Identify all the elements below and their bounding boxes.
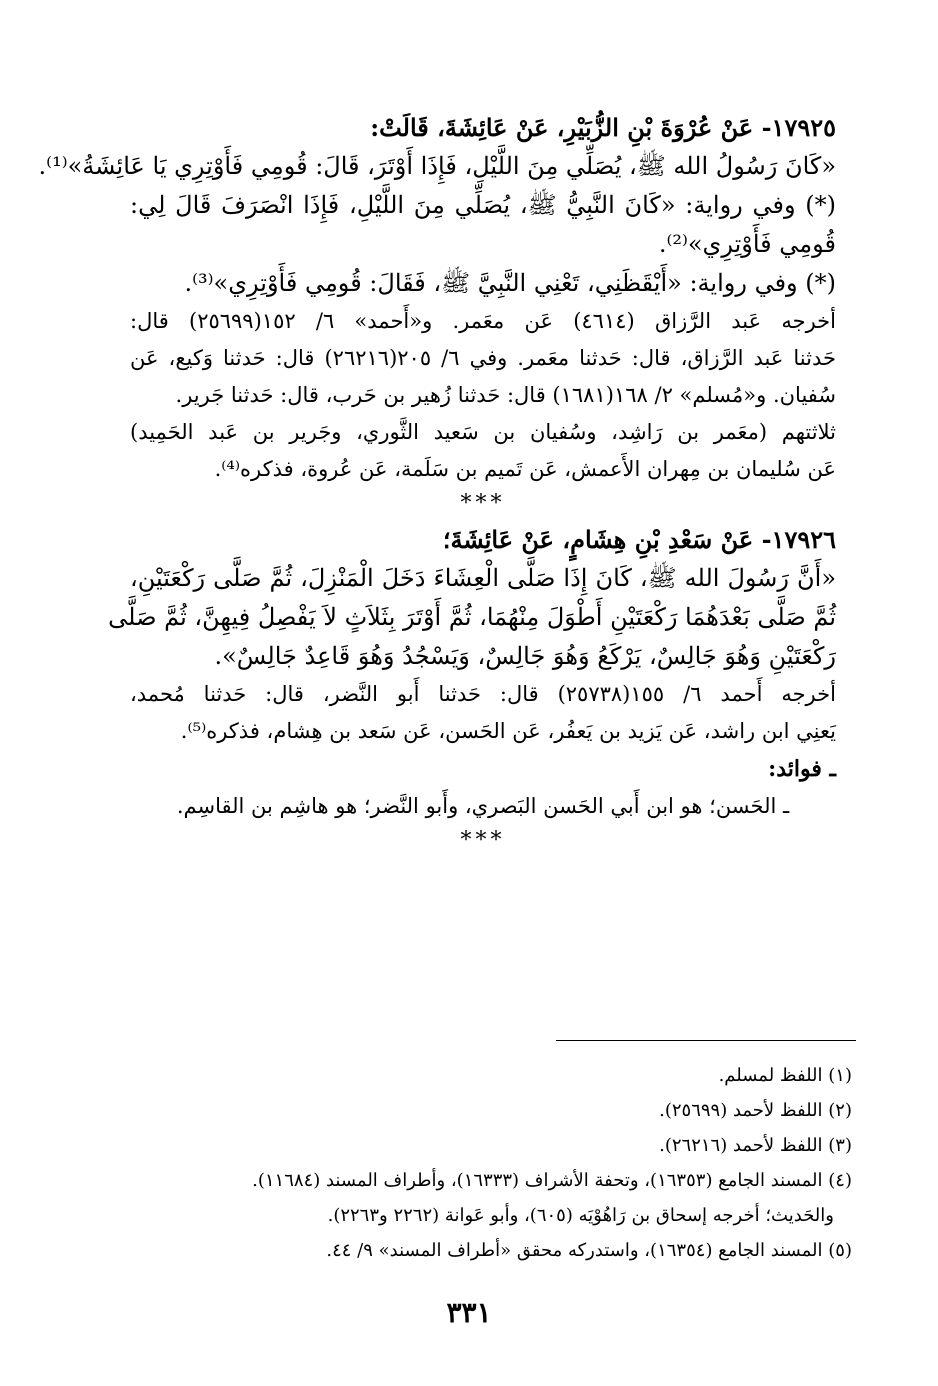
hadith-17925-heading: ١٧٩٢٥- عَنْ عُرْوَةَ بْنِ الزُّبَيْرِ، عَنْ عَائِشَةَ، قَالَتْ:	[370, 113, 836, 142]
footnote-3: (٣) اللفظ لأحمد (٢٦٢١٦).	[659, 1135, 852, 1156]
footnotes	[132, 1058, 852, 1268]
page-number: ٣٣١	[446, 1296, 492, 1329]
benefits-line: ـ الحَسن؛ هو ابن أَبي الحَسن البَصري، وأَبو النَّضر؛ هو هاشِم بن القاسِم.	[176, 794, 790, 818]
footnote-divider	[556, 1040, 856, 1041]
separator-stars: ***	[460, 828, 506, 853]
takhrij-line: يَعنِي ابن راشد، عَن يَزيد بن يَعفُر، عَن الحَسن، عَن سَعد بن هِشام، فذكره⁽⁵⁾.	[180, 719, 836, 743]
footnote-2: (٢) اللفظ لأحمد (٢٥٦٩٩).	[659, 1100, 852, 1121]
takhrij-line: ثلاثتهم (معَمر بن رَاشِد، وسُفيان بن سَعيد الثَّوري، وجَرير بن عَبد الحَمِيد)	[130, 420, 836, 444]
hadith-text-line: «أَنَّ رَسُولَ الله ﷺ، كَانَ إِذَا صَلَّى الْعِشَاءَ دَخَلَ الْمَنْزِلَ، ثُمَّ صَلَّى رَكْعَتَيْنِ،	[130, 564, 836, 592]
takhrij-line: حَدثنا عَبد الرَّزاق، قال: حَدثنا معَمر. وفي ٦/ ٢٠٥(٢٦٢١٦) قال: حَدثنا وَكيع، عَن	[130, 346, 836, 370]
takhrij-line: أخرجه أَحمد ٦/ ١٥٥(٢٥٧٣٨) قال: حَدثنا أَبو النَّضر، قال: حَدثنا مُحمد،	[130, 682, 836, 706]
footnote-1: (١) اللفظ لمسلم.	[718, 1065, 852, 1086]
takhrij-line: سُفيان. و«مُسلم» ٢/ ١٦٨(١٦٨١) قال: حَدثنا زُهير بن حَرب، قال: حَدثنا جَرير.	[175, 383, 836, 407]
separator-stars: ***	[460, 491, 506, 516]
benefits-title: ـ فوائد:	[768, 756, 836, 782]
footnote-4-continuation: والحَديث؛ أخرجه إسحاق بن رَاهُوْيَه (٦٠٥)، وأبو عَوانة (٢٢٦٢ و٢٢٦٣).	[327, 1205, 834, 1226]
hadith-text-line: رَكْعَتَيْنِ وَهُوَ جَالِسٌ، يَرْكَعُ وَهُوَ جَالِسٌ، وَيَسْجُدُ وَهُوَ قَاعِدٌ جَالِسٌ».	[214, 642, 836, 670]
hadith-text-line: «كَانَ رَسُولُ الله ﷺ، يُصَلِّي مِنَ اللَّيْلِ، فَإِذَا أَوْتَرَ، قَالَ: قُومِي فَأَوْتِرِي يَا عَائِشَةُ»⁽¹⁾.	[38, 152, 836, 180]
hadith-text-line: (*) وفي رواية: «كَانَ النَّبِيُّ ﷺ، يُصَلِّي مِنَ اللَّيْلِ، فَإِذَا انْصَرَفَ قَالَ لِي:	[130, 191, 836, 219]
takhrij-line: أخرجه عَبد الرَّزاق (٤٦١٤) عَن معَمر. و«أَحمد» ٦/ ١٥٢(٢٥٦٩٩) قال:	[130, 309, 836, 333]
footnote-4: (٤) المسند الجامع (١٦٣٥٣)، وتحفة الأشراف (١٦٣٣٣)، وأطراف المسند (١١٦٨٤).	[252, 1170, 852, 1191]
takhrij-line: عَن سُليمان بن مِهران الأَعمش، عَن تَميم بن سَلَمة، عَن عُروة، فذكره⁽⁴⁾.	[214, 457, 836, 481]
hadith-text-line: قُومِي فَأَوْتِرِي»⁽²⁾.	[658, 230, 836, 258]
hadith-text-line: ثُمَّ صَلَّى بَعْدَهُمَا رَكْعَتَيْنِ أَطْوَلَ مِنْهُمَا، ثُمَّ أَوْتَرَ بِثَلاَثٍ لاَ يَفْصِلُ فِيهِنَّ، ثُمَّ صَلَّى	[108, 603, 836, 631]
hadith-text-line: (*) وفي رواية: «أَيْقَظَنِي، تَعْنِي النَّبِيَّ ﷺ، فَقَالَ: قُومِي فَأَوْتِرِي»⁽³⁾.	[184, 269, 836, 297]
footnote-5: (٥) المسند الجامع (١٦٣٥٤)، واستدركه محقق «أطراف المسند» ٩/ ٤٤.	[326, 1240, 852, 1261]
hadith-17926-heading: ١٧٩٢٦- عَنْ سَعْدِ بْنِ هِشَامٍ، عَنْ عَائِشَةَ؛	[442, 525, 836, 554]
